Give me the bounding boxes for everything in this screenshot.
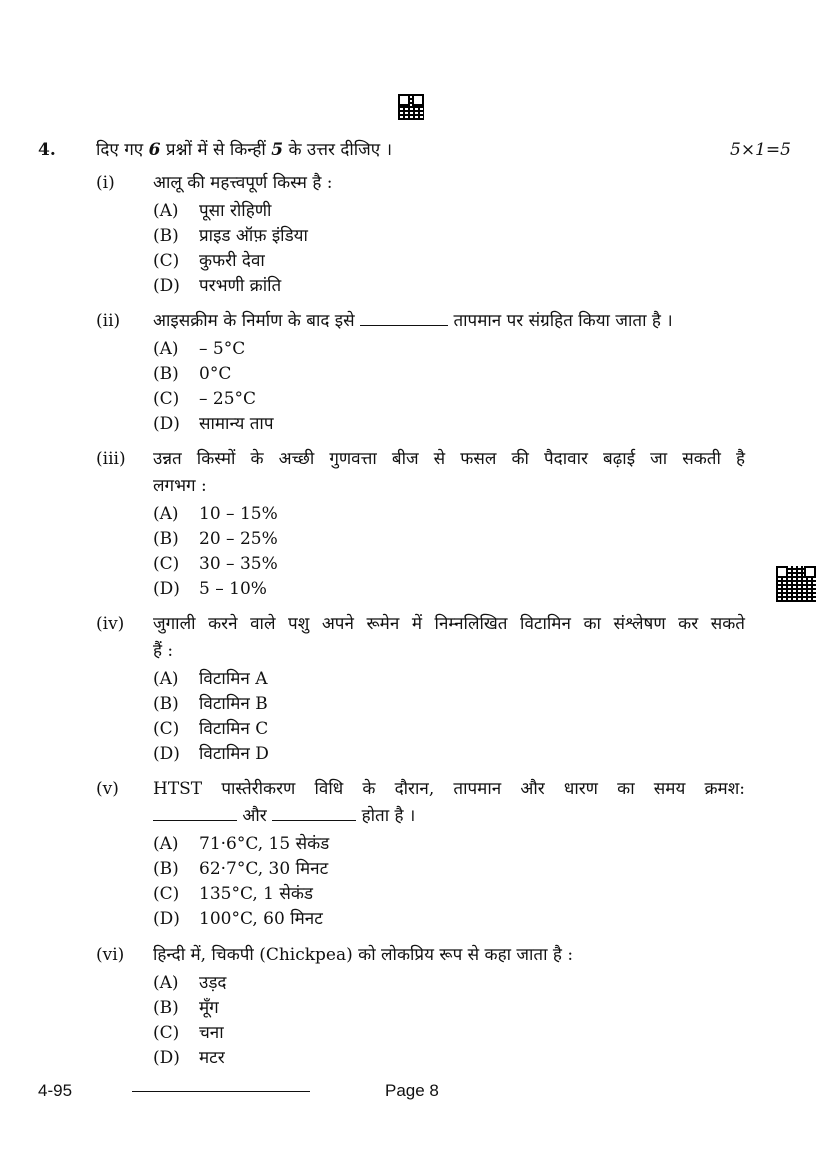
sub-question-number: (vi) xyxy=(96,945,125,965)
marks-label: 5×1=5 xyxy=(730,140,791,160)
option: (D) 5 – 10% xyxy=(153,579,267,599)
option: (B) 62·7°C, 30 मिनट xyxy=(153,859,329,879)
answer-blank xyxy=(360,311,448,326)
option: (C) 135°C, 1 सेकंड xyxy=(153,884,314,904)
sub-question-text: आलू की महत्त्वपूर्ण किस्म है : xyxy=(153,173,333,193)
paper-code: 4-95 xyxy=(38,1081,73,1100)
option: (C) विटामिन C xyxy=(153,719,269,739)
option: (B) मूँग xyxy=(153,998,219,1018)
sub-question-text: HTST पास्तेरीकरण विधि के दौरान, तापमान और धारण का समय क्रमश: xyxy=(153,779,745,799)
sub-question-text-continued: लगभग : xyxy=(153,476,207,496)
sub-question-text: आइसक्रीम के निर्माण के बाद इसे तापमान पर संग्रहित किया जाता है । xyxy=(153,311,673,331)
option: (D) 100°C, 60 मिनट xyxy=(153,909,323,929)
option: (A) 10 – 15% xyxy=(153,504,278,524)
option: (A) उड़द xyxy=(153,973,227,993)
option: (A) – 5°C xyxy=(153,339,246,359)
sub-question-number: (iii) xyxy=(96,449,126,469)
footer-divider xyxy=(132,1091,310,1092)
option: (C) 30 – 35% xyxy=(153,554,278,574)
option: (C) – 25°C xyxy=(153,389,257,409)
option: (A) विटामिन A xyxy=(153,669,268,689)
option: (A) 71·6°C, 15 सेकंड xyxy=(153,834,330,854)
sub-question-number: (ii) xyxy=(96,311,121,331)
page-number: Page 8 xyxy=(385,1081,439,1100)
question-number: 4. xyxy=(38,140,56,160)
sub-question-number: (i) xyxy=(96,173,115,193)
option: (D) परभणी क्रांति xyxy=(153,276,282,296)
sub-question-number: (iv) xyxy=(96,614,125,634)
option: (A) पूसा रोहिणी xyxy=(153,201,272,221)
option: (B) विटामिन B xyxy=(153,694,268,714)
option: (B) 20 – 25% xyxy=(153,529,278,549)
sub-question-text-continued: हैं : xyxy=(153,641,174,661)
option: (C) चना xyxy=(153,1023,224,1043)
option: (B) प्राइड ऑफ़ इंडिया xyxy=(153,226,308,246)
sub-question-number: (v) xyxy=(96,779,119,799)
option: (C) कुफरी देवा xyxy=(153,251,265,271)
option: (B) 0°C xyxy=(153,364,232,384)
qr-code-icon xyxy=(776,566,816,602)
sub-question-text: उन्नत किस्मों के अच्छी गुणवत्ता बीज से फसल की पैदावार बढ़ाई जा सकती है xyxy=(153,449,745,469)
option: (D) मटर xyxy=(153,1048,225,1068)
sub-question-text: हिन्दी में, चिकपी (Chickpea) को लोकप्रिय रूप से कहा जाता है : xyxy=(153,945,574,965)
answer-blank xyxy=(153,806,237,821)
option: (D) सामान्य ताप xyxy=(153,414,274,434)
question-instruction: दिए गए 6 प्रश्नों में से किन्हीं 5 के उत्तर दीजिए । xyxy=(96,140,393,160)
qr-code-icon xyxy=(398,94,424,120)
sub-question-text-continued: और होता है । xyxy=(153,804,745,828)
sub-question-text: जुगाली करने वाले पशु अपने रूमेन में निम्नलिखित विटामिन का संश्लेषण कर सकते xyxy=(153,614,745,634)
answer-blank xyxy=(272,806,356,821)
option: (D) विटामिन D xyxy=(153,744,269,764)
